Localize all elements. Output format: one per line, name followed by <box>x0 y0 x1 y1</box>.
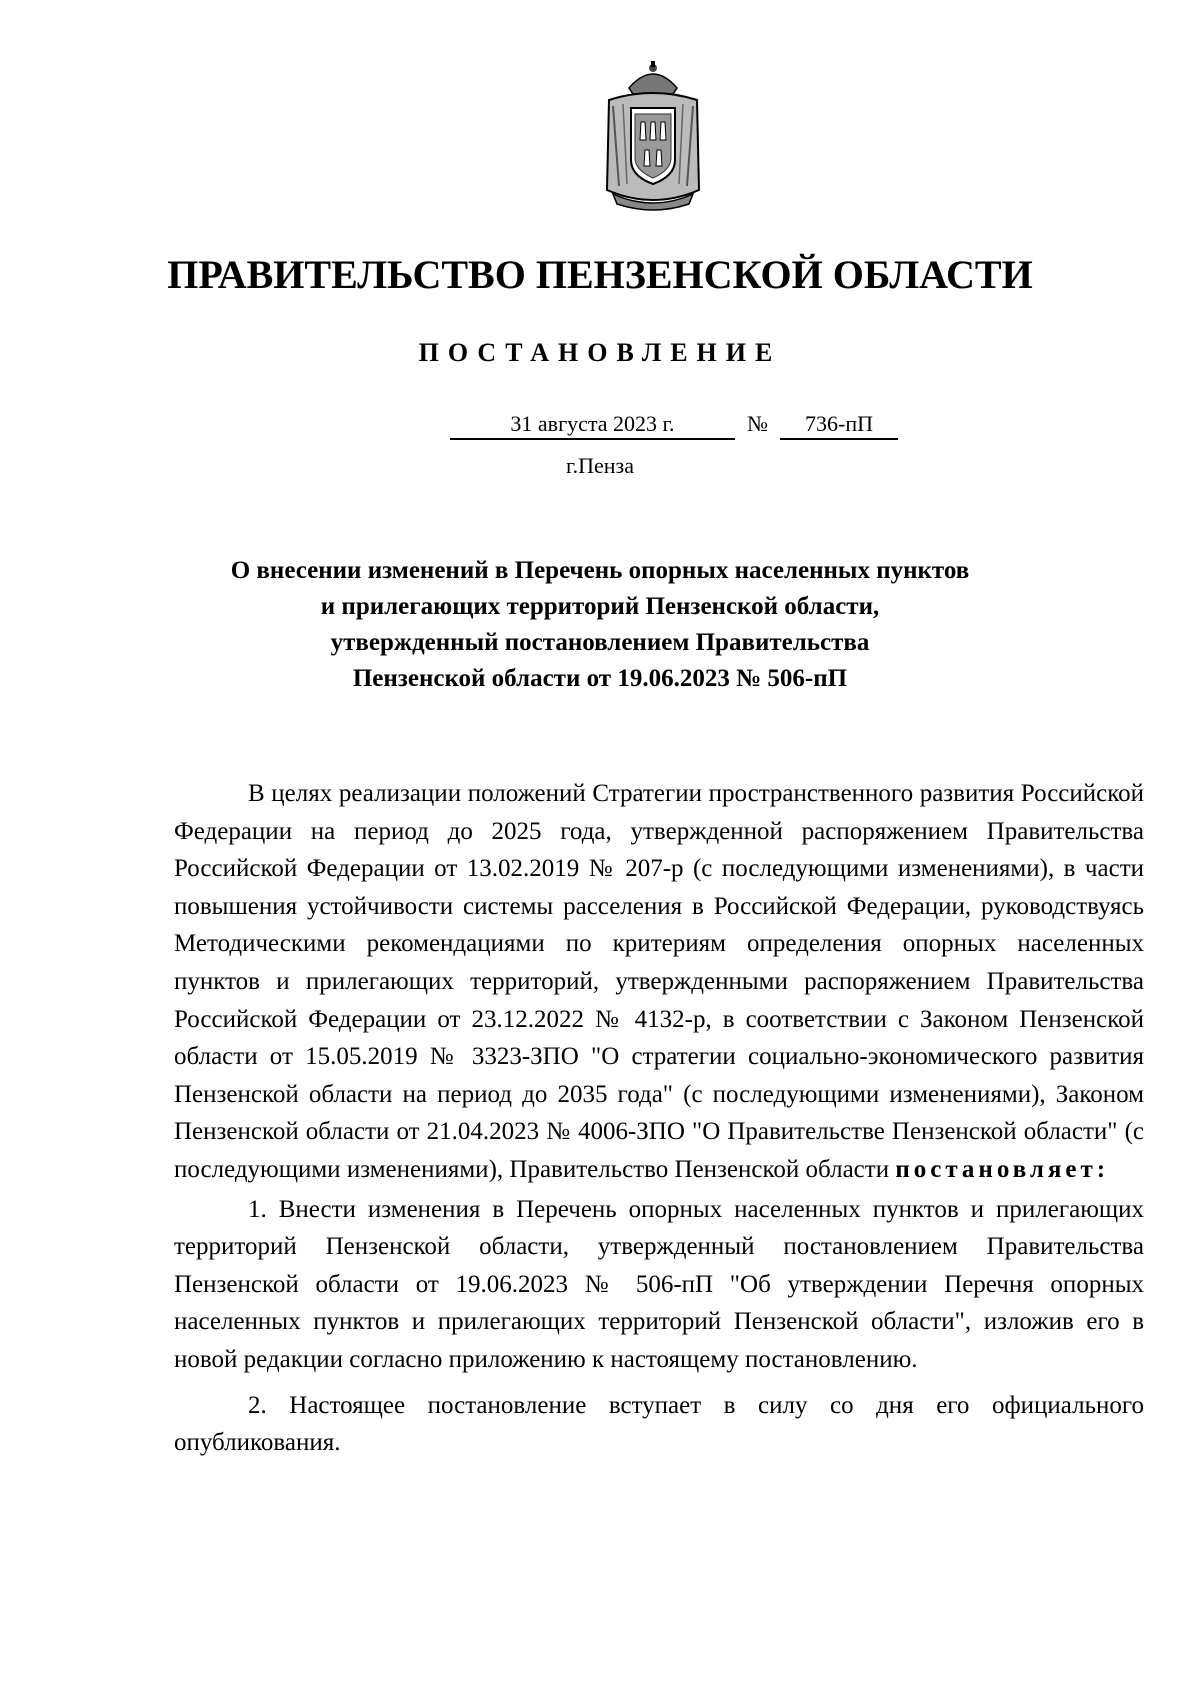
item-1: 1. Внести изменения в Перечень опорных населенных пунктов и прилегающих территорий Пензенской области, утвержденный постановлением Правительства Пензенской области от 19.06.2023 № 506-пП "Об утверждении Перечня опорных населенных пунктов и прилегающих территорий Пензенской области", изложив его в новой редакции согласно приложению к настоящему постановлению. <box>174 1195 1144 1373</box>
document-date: 31 августа 2023 г. <box>450 410 735 440</box>
document-body <box>174 775 1144 1462</box>
government-title: ПРАВИТЕЛЬСТВО ПЕНЗЕНСКОЙ ОБЛАСТИ <box>167 252 1033 297</box>
heading-line: и прилегающих территорий Пензенской области, <box>320 593 880 620</box>
heading-line: Пензенской области от 19.06.2023 № 506-пП <box>352 665 848 692</box>
heading-line: утвержденный постановлением Правительства <box>330 629 870 656</box>
document-number: 736-пП <box>780 410 898 440</box>
decree-word: постановляет: <box>895 1155 1110 1183</box>
heading-line: О внесении изменений в Перечень опорных населенных пунктов <box>230 557 970 584</box>
document-heading <box>0 553 1200 697</box>
document-type: ПОСТАНОВЛЕНИЕ <box>418 338 782 367</box>
preamble-text: В целях реализации положений Стратегии пространственного развития Российской Федерации на период до 2025 года, утвержденной распоряжением Правительства Российской Федерации от 13.02.2019 № 207-р (с последующими изменениями), в части повышения устойчивости системы расселения в Российской Федерации, руководствуясь Методическими рекомендациями по критериям определения опорных населенных пунктов и прилегающих территорий, утвержденными распоряжением Правительства Российской Федерации от 23.12.2022 № 4132-р, в соответствии с Законом Пензенской области от 15.05.2019 № 3323-ЗПО "О стратегии социально-экономического развития Пензенской области на период до 2035 года" (с последующими изменениями), Законом Пензенской области от 21.04.2023 № 4006-ЗПО "О Правительстве Пензенской области" (с последующими изменениями), Правительство Пензенской области <box>174 780 1144 1183</box>
number-sign: № <box>747 411 768 436</box>
city: г.Пенза <box>566 453 634 478</box>
item-2: 2. Настоящее постановление вступает в силу со дня его официального опубликования. <box>174 1391 1144 1457</box>
preamble-paragraph <box>174 775 1144 1189</box>
coat-of-arms-icon <box>599 60 707 212</box>
